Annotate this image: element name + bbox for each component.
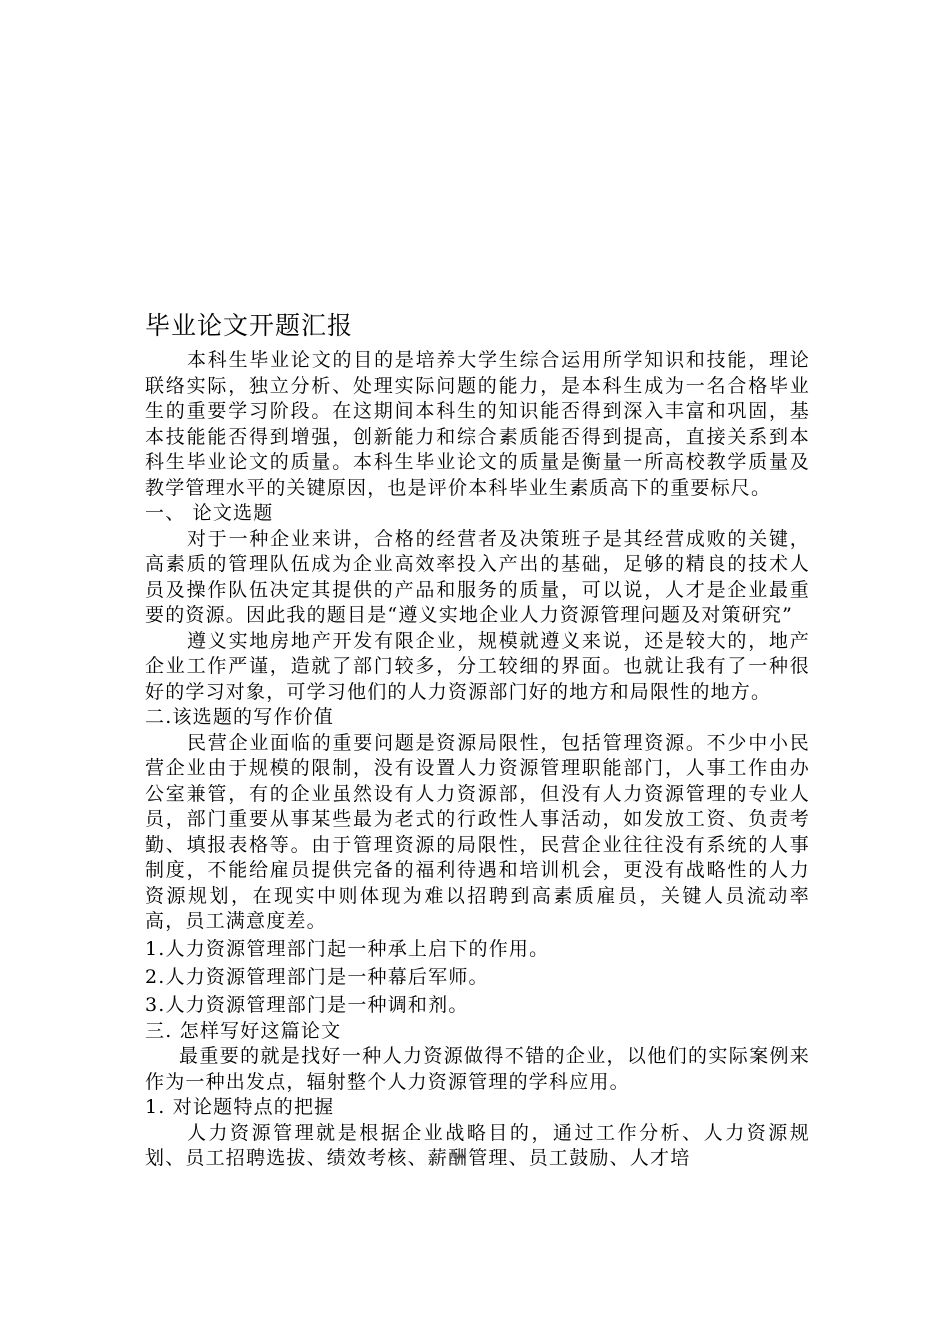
list-item: 2.人力资源管理部门是一种幕后军师。 [145, 965, 489, 988]
section1-paragraph-1: 对于一种企业来讲，合格的经营者及决策班子是其经营成败的关键，高素质的管理队伍成为企业高效率投入产出的基础，足够的精良的技术人员及操作队伍决定其提供的产品和服务的质量，可以说，人才是企业最重要的资源。因此我的题目是“遵义实地企业人力资源管理问题及对策研究” [145, 527, 810, 626]
document-page [145, 308, 810, 1172]
section3-paragraph-1: 最重要的就是找好一种人力资源做得不错的企业，以他们的实际案例来作为一种出发点，辐射整个人力资源管理的学科应用。 [145, 1045, 810, 1093]
section1-heading: 一、 论文选题 [145, 502, 274, 524]
section3-sub1-paragraph: 人力资源管理就是根据企业战略目的，通过工作分析、人力资源规划、员工招聘选拔、绩效考核、薪酬管理、员工鼓励、人才培 [145, 1121, 810, 1169]
section2-heading: 二.该选题的写作价值 [145, 706, 335, 728]
intro-paragraph: 本科生毕业论文的目的是培养大学生综合运用所学知识和技能，理论联络实际，独立分析、处理实际问题的能力，是本科生成为一名合格毕业生的重要学习阶段。在这期间本科生的知识能否得到深入丰富和巩固，基本技能能否得到增强，创新能力和综合素质能否得到提高，直接关系到本科生毕业论文的质量。本科生毕业论文的质量是衡量一所高校教学质量及教学管理水平的关键原因，也是评价本科毕业生素质高下的重要标尺。 [145, 349, 810, 499]
list-item: 3.人力资源管理部门是一种调和剂。 [145, 993, 469, 1016]
section2-paragraph-1: 民营企业面临的重要问题是资源局限性，包括管理资源。不少中小民营企业由于规模的限制，没有设置人力资源管理职能部门，人事工作由办公室兼管，有的企业虽然设有人力资源部，但没有人力资源管理的专业人员，部门重要从事某些最为老式的行政性人事活动，如发放工资、负责考勤、填报表格等。由于管理资源的局限性，民营企业往往没有系统的人事制度，不能给雇员提供完备的福利待遇和培训机会，更没有战略性的人力资源规划，在现实中则体现为难以招聘到高素质雇员，关键人员流动率高，员工满意度差。 [145, 731, 810, 932]
document-title: 毕业论文开题汇报 [145, 311, 354, 340]
list-item: 1.人力资源管理部门起一种承上启下的作用。 [145, 937, 550, 960]
section1-paragraph-2: 遵义实地房地产开发有限企业，规模就遵义来说，还是较大的，地产企业工作严谨，造就了部门较多，分工较细的界面。也就让我有了一种很好的学习对象，可学习他们的人力资源部门好的地方和局限性的地方。 [145, 629, 810, 703]
section3-subheading-1: 1. 对论题特点的把握 [145, 1096, 335, 1118]
section3-heading: 三. 怎样写好这篇论文 [145, 1019, 342, 1042]
